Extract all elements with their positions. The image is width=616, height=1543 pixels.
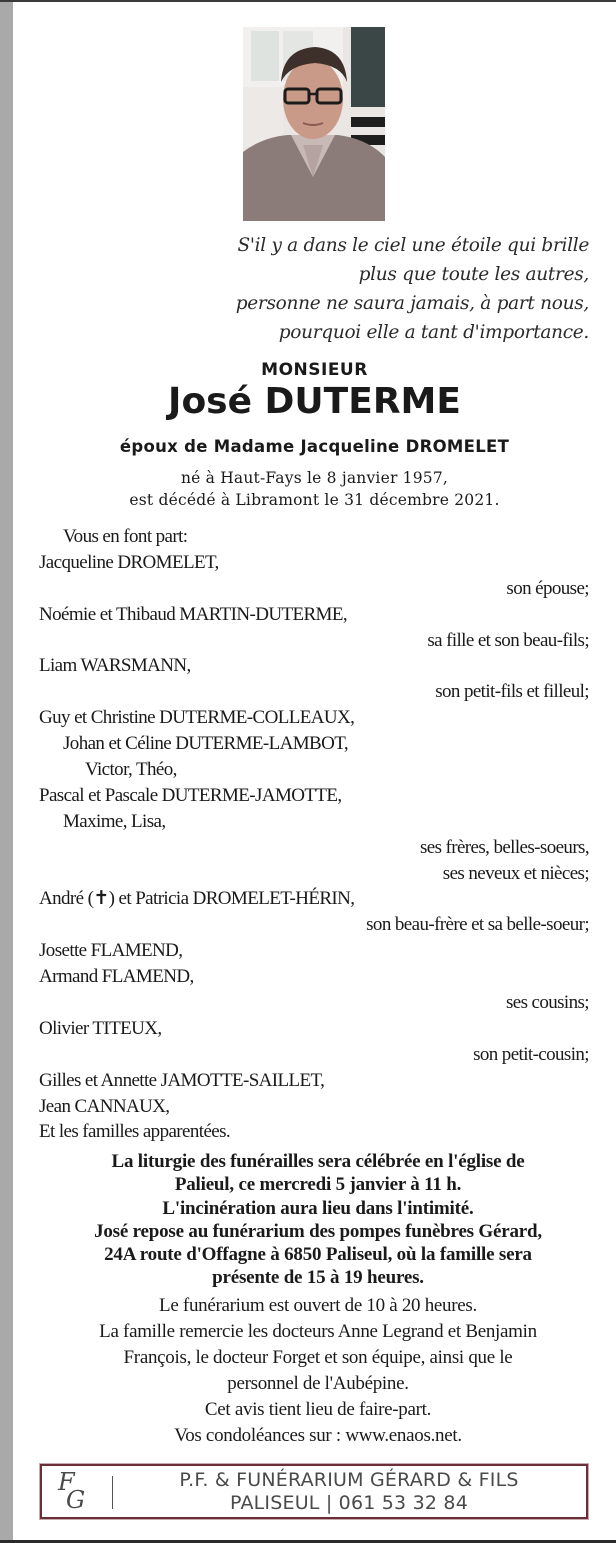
family-relation: sa fille et son beau-fils; [427,629,589,651]
poem-line: pourquoi elle a tant d'importance. [278,322,589,343]
funeral-home-contact: PALISEUL | 061 53 32 84 [230,1492,468,1514]
portrait-illustration [243,27,385,221]
ceremony-line: La liturgie des funérailles sera célébrée en l'église de [111,1151,525,1172]
note-line: Cet avis tient lieu de faire-part. [204,1399,432,1420]
family-member: Josette FLAMEND, [39,940,183,962]
banner-divider [112,1476,113,1509]
honorific: MONSIEUR [261,360,368,380]
ceremony-line: José repose au funérarium des pompes funèbres Gérard, [94,1220,542,1242]
poem-line: S'il y a dans le ciel une étoile qui brille [237,235,589,256]
family-relation: son beau-frère et sa belle-soeur; [366,914,589,936]
condolences-link[interactable]: Vos condoléances sur : www.enaos.net. [174,1425,462,1446]
family-member: Olivier TITEUX, [39,1017,162,1039]
family-member: Maxime, Lisa, [63,810,166,832]
note-line: personnel de l'Aubépine. [227,1373,409,1394]
birth-death-dates [0,467,616,511]
funeral-home-info [122,1469,576,1515]
ceremony-details [20,1150,616,1290]
family-rows [39,550,589,1145]
note-line: François, le docteur Forget et son équipe, ainsi que le [123,1347,513,1368]
spouse-line: époux de Madame Jacqueline DROMELET [119,437,510,456]
deceased-name: José DUTERME [168,381,461,422]
monogram-logo-icon [56,1470,96,1516]
funeral-home-name: P.F. & FUNÉRARIUM GÉRARD & FILS [179,1469,519,1491]
family-member: Gilles et Annette JAMOTTE-SAILLET, [39,1069,325,1091]
note-line: Le funérarium est ouvert de 10 à 20 heures. [159,1295,477,1316]
ceremony-line: présente de 15 à 19 heures. [212,1267,424,1289]
family-member: Armand FLAMEND, [39,966,194,988]
family-member: André (✝) et Patricia DROMELET-HÉRIN, [39,888,355,910]
ceremony-line: L'incinération aura lieu dans l'intimité. [162,1197,474,1219]
family-member: Jacqueline DROMELET, [39,551,219,573]
family-member: Victor, Théo, [85,759,177,781]
family-member: Johan et Céline DUTERME-LAMBOT, [63,733,349,755]
left-margin-strip [0,2,13,1540]
top-border [0,0,616,2]
family-relation: son petit-fils et filleul; [435,681,589,703]
family-member: Noémie et Thibaud MARTIN-DUTERME, [39,603,347,625]
family-member: Guy et Christine DUTERME-COLLEAUX, [39,707,355,729]
monogram-letter-top: F [58,1468,75,1496]
death-line: est décédé à Libramont le 31 décembre 2021. [129,491,500,509]
family-member: Jean CANNAUX, [39,1095,170,1117]
portrait-photo [243,27,385,221]
family-member: Pascal et Pascale DUTERME-JAMOTTE, [39,784,342,806]
family-relation: ses frères, belles-soeurs, [419,836,589,858]
ceremony-line: 24A route d'Offagne à 6850 Paliseul, où la famille sera [104,1244,532,1266]
family-intro: Vous en font part: [63,526,188,547]
poem-line: plus que toute les autres, [358,264,589,285]
monogram-letter-bottom: G [66,1486,86,1514]
additional-notes [20,1293,616,1449]
family-relation: son épouse; [506,577,589,599]
ceremony-line: Palieul, ce mercredi 5 janvier à 11 h. [174,1174,462,1196]
family-member: Et les familles apparentées. [39,1121,231,1143]
funeral-home-banner [40,1464,588,1519]
family-relation: son petit-cousin; [473,1043,589,1065]
family-member: Liam WARSMANN, [39,655,191,677]
birth-line: né à Haut-Fays le 8 janvier 1957, [180,469,449,487]
note-line: La famille remercie les docteurs Anne Legrand et Benjamin [99,1321,537,1342]
family-list [39,524,589,1145]
family-relation: ses neveux et nièces; [442,862,589,884]
poem-line: personne ne saura jamais, à part nous, [235,293,589,314]
memorial-poem [200,231,589,347]
family-relation: ses cousins; [505,992,589,1014]
